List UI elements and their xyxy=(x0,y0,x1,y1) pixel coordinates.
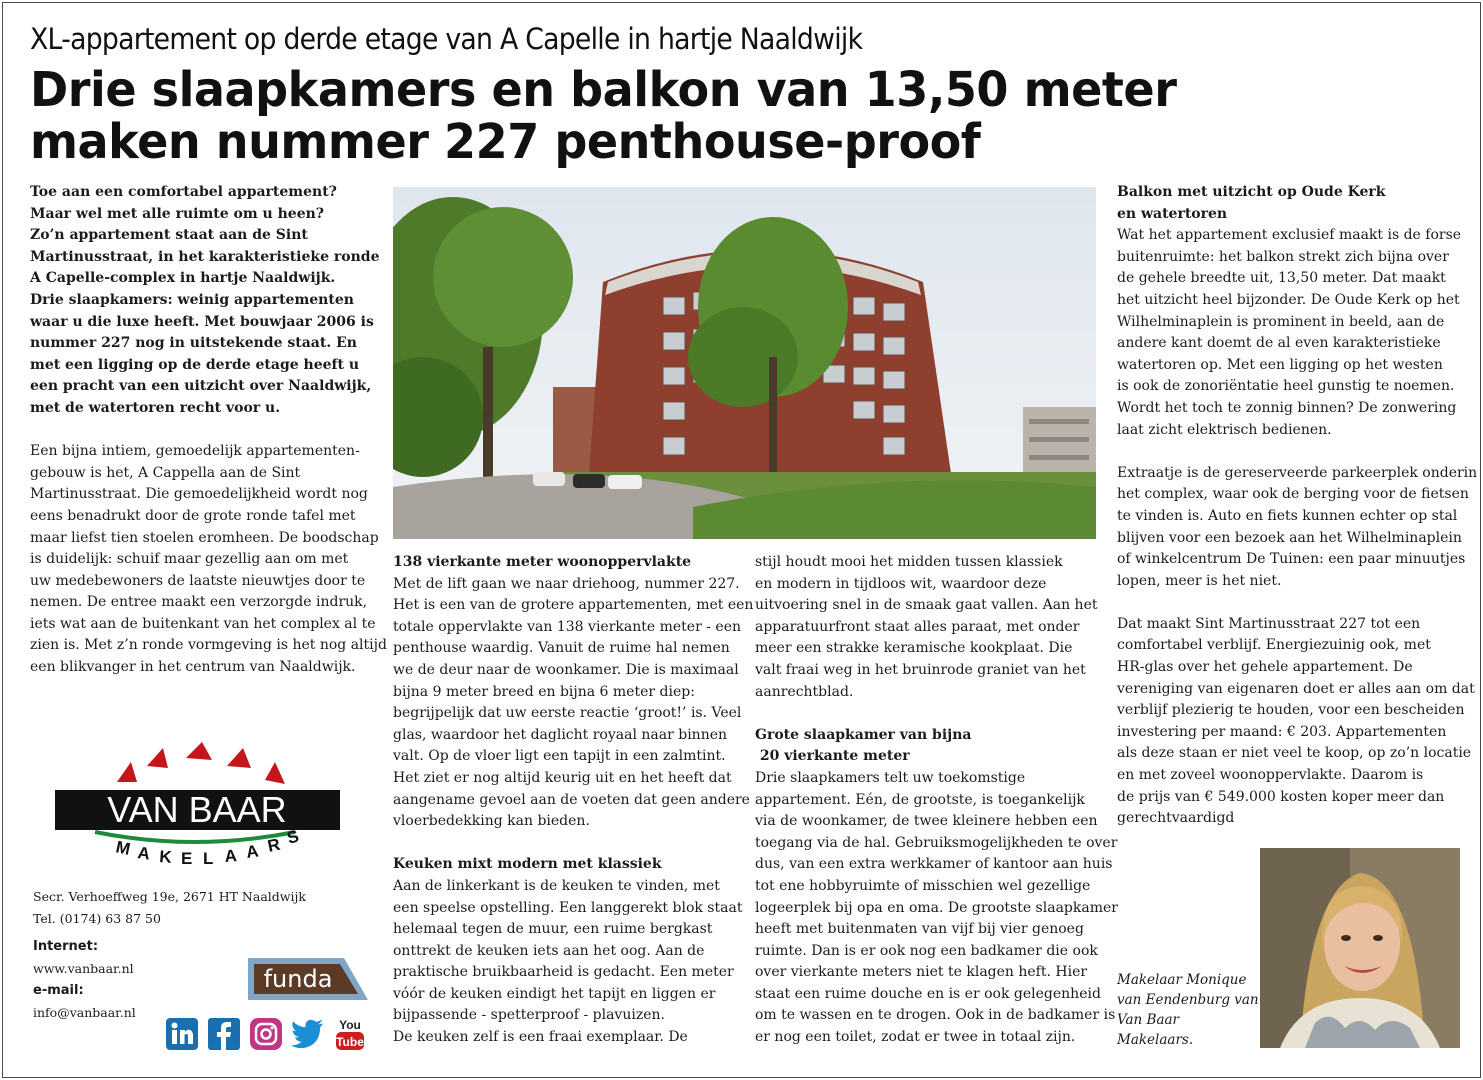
youtube-you: You xyxy=(338,1018,361,1032)
address: Secr. Verhoeffweg 19e, 2671 HT Naaldwijk xyxy=(33,889,306,904)
twitter-icon[interactable] xyxy=(291,1016,324,1052)
social-icons xyxy=(165,1016,366,1052)
article-headline xyxy=(30,64,1176,168)
phone: Tel. (0174) 63 87 50 xyxy=(33,911,161,926)
intro-paragraph: Toe aan een comfortabel appartement? Maar wel met alle ruimte om u heen? Zo’n appartement staat aan de Sint Martinusstraat, in het karakteristieke ronde A Capelle-complex in hartje Naaldwijk. Drie slaapkamers: weinig appartementen waar u die luxe heeft. Met bouwjaar 2006 is nummer 227 nog in uitstekende staat. En met een ligging op de derde etage heeft u een pracht van een uitzicht over Naaldwijk, met de watertoren recht voor u. xyxy=(30,184,380,416)
logo-sub-letter: A xyxy=(136,843,152,864)
building-photo xyxy=(393,187,1096,539)
email-link[interactable]: info@vanbaar.nl xyxy=(33,1005,136,1020)
section-heading-balkon-2: en watertoren xyxy=(1117,205,1228,222)
website-link[interactable]: www.vanbaar.nl xyxy=(33,961,134,976)
body-paragraph: Een bijna intiem, gemoedelijk appartementen- gebouw is het, A Cappella aan de Sint Martinusstraat. Die gemoedelijkheid wordt nog eens benadrukt door de grote ronde tafel met maar liefst tien stoelen eromheen. De boodschap is duidelijk: schuif maar gezellig aan om met uw medebewoners de laatste nieuwtjes door te nemen. De entree maakt een verzorgde indruk, iets wat aan de buitenkant van het complex al te zien is. Met z’n ronde vormgeving is het nog altijd een blikvanger in het centrum van Naaldwijk. xyxy=(30,443,387,676)
contact-block xyxy=(33,886,306,1024)
logo-sub-letter: M xyxy=(114,837,132,859)
body-paragraph: Extraatje is de gereserveerde parkeerplek onderin het complex, waar ook de berging voor de fietsen te vinden is. Auto en fiets kunnen echter op stal blijven voor een bezoek aan het Wilhelminaplein of winkelcentrum De Tuinen: een paar minuutjes lopen, meer is het niet. xyxy=(1117,464,1478,589)
body-paragraph: Wat het appartement exclusief maakt is de forse buitenruimte: het balkon strekt zich bijna over de gehele breedte uit, 13,50 meter. Dat maakt het uitzicht heel bijzonder. De Oude Kerk op het Wilhelminaplein is prominent in beeld, aan de andere kant doemt de al even karakteristieke watertoren op. Met een ligging op het westen is ook de zonoriëntatie heel gunstig te noemen. Wordt het toch te zonnig binnen? De zonwering laat zicht elektrisch bedienen. xyxy=(1117,227,1462,438)
logo-sub-letter: E xyxy=(181,849,193,868)
column-2 xyxy=(393,552,753,1049)
photo-caption: Makelaar Monique van Eendenburg van Van Baar Makelaars. xyxy=(1117,972,1259,1048)
column-3 xyxy=(755,552,1118,1049)
logo-name: VAN BAAR xyxy=(107,789,287,830)
body-paragraph: Drie slaapkamers telt uw toekomstige appartement. Eén, de grootste, is toegankelijk via de woonkamer, de twee kleinere hebben een toegang via de hal. Gebruiksmogelijkheden te over dus, van een extra werkkamer of kantoor aan huis tot ene hobbyruimte of misschien wel gezellige logeerplek bij opa en oma. De grootste slaapkamer heeft met buitenmaten van vijf bij vier genoeg ruimte. Dan is er ook nog een badkamer die ook over vierkante meters niet te klagen heft. Hier staat een ruime douche en is er ook gelegenheid om te wassen en te drogen. Ook in de badkamer is er nog een toilet, zodat er twee in totaal zijn. xyxy=(755,769,1118,1046)
linkedin-icon[interactable] xyxy=(165,1016,198,1052)
funda-label: funda xyxy=(263,965,333,993)
body-paragraph: stijl houdt mooi het midden tussen klassiek en modern in tijdloos wit, waardoor deze uitvoering snel in de smaak gaat vallen. Aan het apparatuurfront staat alles paraat, met onder meer een strakke keramische kookplaat. Die valt fraai weg in het bruinrode graniet van het aanrechtblad. xyxy=(755,554,1098,700)
column-4 xyxy=(1117,182,1477,830)
logo-sub-letter: R xyxy=(265,834,282,856)
facebook-icon[interactable] xyxy=(207,1016,240,1052)
van-baar-logo xyxy=(55,740,345,875)
agent-portrait xyxy=(1260,848,1460,1048)
section-heading-slaapkamer: Grote slaapkamer van bijna xyxy=(755,726,972,743)
section-heading-slaapkamer-2: 20 vierkante meter xyxy=(755,748,910,765)
article-kicker: XL-appartement op derde etage van A Capelle in hartje Naaldwijk xyxy=(30,22,863,56)
logo-sub-letter: A xyxy=(223,846,238,866)
section-heading-keuken: Keuken mixt modern met klassiek xyxy=(393,856,662,873)
funda-logo[interactable] xyxy=(240,956,370,1002)
internet-label: Internet: xyxy=(33,939,99,954)
email-label: e-mail: xyxy=(33,983,84,998)
instagram-icon[interactable] xyxy=(249,1016,282,1052)
section-heading-balkon: Balkon met uitzicht op Oude Kerk xyxy=(1117,184,1386,200)
youtube-tube: Tube xyxy=(335,1035,364,1049)
logo-sub-letter: L xyxy=(203,849,214,868)
headline-line-1: Drie slaapkamers en balkon van 13,50 meter xyxy=(30,62,1177,118)
logo-sub-letter: A xyxy=(244,841,260,862)
section-heading-woonoppervlakte: 138 vierkante meter woonoppervlakte xyxy=(393,554,692,570)
logo-sub-letter: K xyxy=(158,847,173,867)
logo-sub-letter: S xyxy=(284,826,302,848)
column-1 xyxy=(30,182,387,679)
body-paragraph: Aan de linkerkant is de keuken te vinden, met een speelse opstelling. Een langgerekt blok staat helemaal tegen de muur, een ruime bergkast onttrekt de keuken iets aan het oog. Aan de praktische bruikbaarheid is gedacht. Een meter vóór de keuken eindigt het tapijt en liggen er bijpassende - spetterproof - plavuizen. De keuken zelf is een fraai exemplaar. De xyxy=(393,877,743,1046)
body-paragraph: Dat maakt Sint Martinusstraat 227 tot een comfortabel verblijf. Energiezuinig ook, met HR-glas over het gehele appartement. De vereniging van eigenaren doet er alles aan om dat verblijf plezierig te houden, voor een bescheiden investering per maand: € 203. Appartementen als deze staan er niet veel te koop, op zo’n locatie en met zoveel woonoppervlakte. Daarom is de prijs van € 549.000 kosten koper meer dan gerechtvaardigd xyxy=(1117,615,1475,827)
youtube-icon[interactable] xyxy=(333,1016,366,1052)
body-paragraph: Met de lift gaan we naar driehoog, nummer 227. Het is een van de grotere appartementen, met een totale oppervlakte van 138 vierkante meter - een penthouse waardig. Vanuit de ruime hal nemen we de deur naar de woonkamer. Die is maximaal bijna 9 meter breed en bijna 6 meter diep: begrijpelijk dat uw eerste reactie ‘groot!’ is. Veel glas, waardoor het daglicht royaal naar binnen valt. Op de vloer ligt een tapijt in een zalmtint. Het ziet er nog altijd keurig uit en het heeft dat aangename gevoel aan de voeten dat geen andere vloerbedekking kan bieden. xyxy=(393,575,754,830)
headline-line-2: maken nummer 227 penthouse-proof xyxy=(30,114,981,170)
